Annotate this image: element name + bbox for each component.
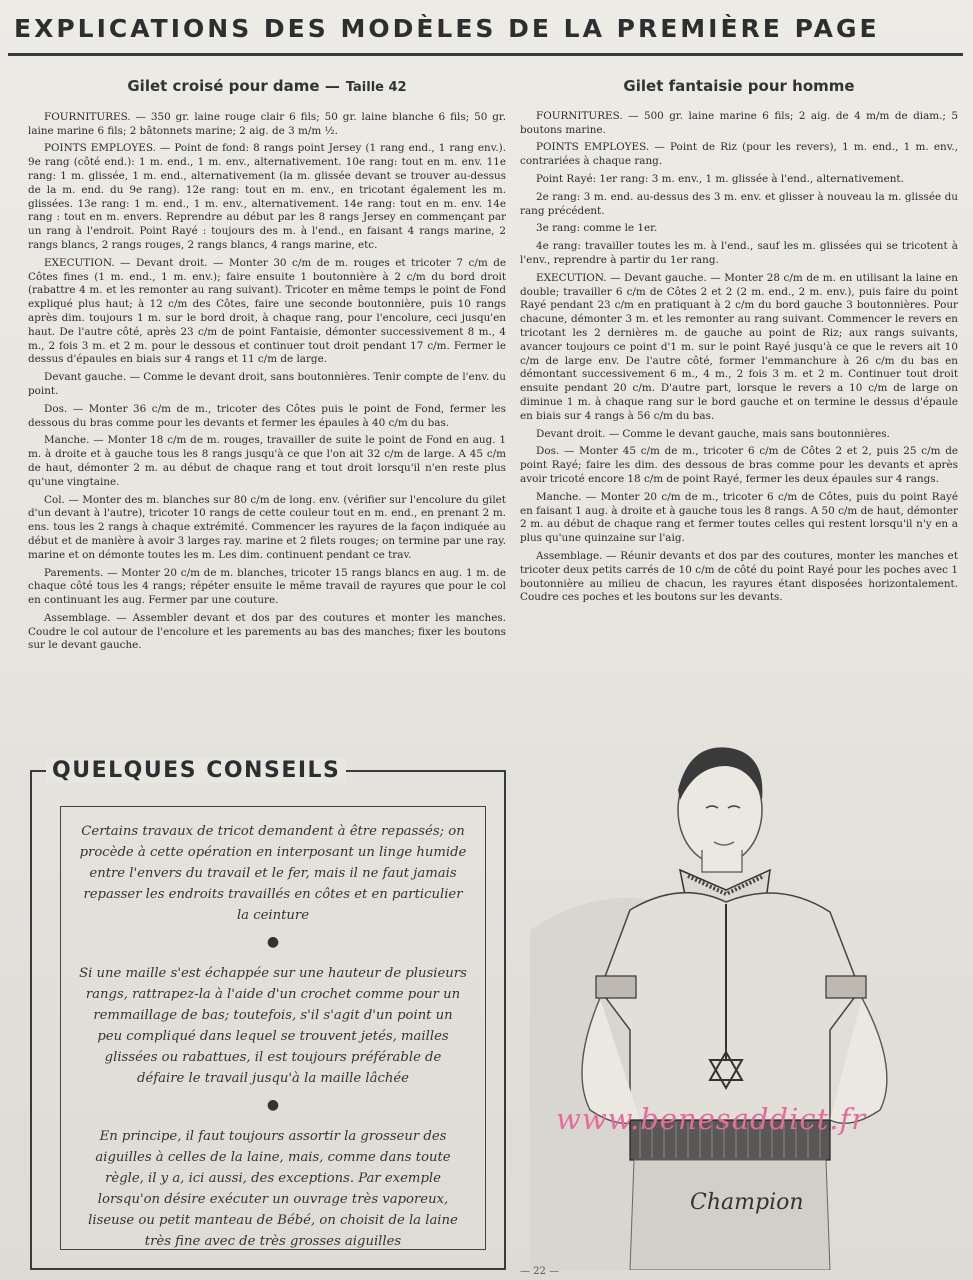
left-fournitures: FOURNITURES. — 350 gr. laine rouge clair 6 fils; 50 gr. laine blanche 6 fils; 50 gr. laine marine 6 fils; 2 bâtonnets marine; 2 aig. de 3 m/m ½.: [28, 110, 506, 137]
left-title-text: Gilet croisé pour dame —: [127, 77, 340, 95]
page-title: EXPLICATIONS DES MODÈLES DE LA PREMIÈRE PAGE: [14, 14, 880, 43]
left-points: POINTS EMPLOYES. — Point de fond: 8 rangs point Jersey (1 rang end., 1 rang env.). 9e rang (côté end.): 1 m. end., 1 m. env., alternativement. 10e rang: tout en m. env. 11e rang: 1 m. glissée, 1 m. end., alternativement (la m. glissée devant se trouver au-dessus de la m. end. du 9e rang). 12e rang: tout en m. env., en tricotant également les m. glissées. 13e rang: 1 m. end., 1 m. env., alternativement. 14e rang: tout en m. env. 14e rang : tout en m. envers. Reprendre au début par les 8 rangs Jersey en commençant par un rang à l'endroit. Point Rayé : toujours des m. à l'end., en faisant 4 rangs marine, 2 rangs blancs, 2 rangs rouges, 2 rangs blancs, 4 rangs marine, etc.: [28, 142, 506, 251]
right-column: [520, 77, 958, 609]
left-parements: Parements. — Monter 20 c/m de m. blanches, tricoter 15 rangs blancs en aug. 1 m. de chaque côté tous les 4 rangs; répéter ensuite le même travail de rayures que pour le col en continuant les aug. Fermer par une couture.: [28, 566, 506, 607]
title-rule: [8, 53, 963, 56]
right-execution: EXECUTION. — Devant gauche. — Monter 28 c/m de m. en utilisant la laine en double; travailler 6 c/m de Côtes 2 et 2 (2 m. end., 2 m. env.), puis faire du point Rayé pendant 23 c/m en pratiquant à 2 c/m du bord gauche 3 boutonnières. Pour chacune, démonter 3 m. et les remonter au rang suivant. Commencer le revers en tricotant les 2 dernières m. de gauche au point de Riz; aux rangs suivants, avancer toujours ce point d'1 m. sur le point Rayé jusqu'à ce que le revers ait 10 c/m de large env. De l'autre côté, former l'emmanchure à 26 c/m du bas en démontant successivement 6 m., 4 m., 2 fois 3 m. et 2 m. Continuer tout droit ensuite pendant 20 c/m. D'autre part, lorsque le revers a 10 c/m de large on diminue 1 m. à chaque rang sur le bord gauche et on termine le dessus d'épaule en biais sur 4 rangs à 56 c/m du bas.: [520, 271, 958, 422]
bullet-icon: ●: [266, 1097, 280, 1113]
conseil-3: En principe, il faut toujours assortir la grosseur des aiguilles à celles de la laine, mais, comme dans toute règle, il y a, ici aussi, des exceptions. Par exemple lorsqu'on désire exécuter un ouvrage très vaporeux, liseuse ou petit manteau de Bébé, on choisit de la laine très fine avec de très grosses aiguilles: [88, 1129, 458, 1249]
conseil-2: Si une maille s'est échappée sur une hauteur de plusieurs rangs, rattrapez-la à l'aide d'un crochet comme pour un remmaillage de bas; toutefois, s'il s'agit d'un point un peu compliqué dans lequel se trouvent jetés, mailles glissées ou rabattues, il est toujours préférable de défaire le travail jusqu'à la maille lâchée: [79, 966, 467, 1086]
right-raye-3: 3e rang: comme le 1er.: [536, 222, 658, 235]
right-column-title: Gilet fantaisie pour homme: [623, 77, 855, 95]
left-manche: Manche. — Monter 18 c/m de m. rouges, travailler de suite le point de Fond en aug. 1 m. à droite et à gauche tous les 8 rangs jusqu'à ce que l'on ait 32 c/m de large. A 45 c/m de haut, démonter 2 m. au début de chaque rang et tout droit lorsqu'il n'en reste plus qu'une vingtaine.: [28, 434, 506, 488]
right-raye-1: Point Rayé: 1er rang: 3 m. env., 1 m. glissée à l'end., alternativement.: [536, 172, 904, 185]
left-assemblage: Assemblage. — Assembler devant et dos par des coutures et monter les manches. Coudre le col autour de l'encolure et les parements au bas des manches; fixer les boutons sur le devant gauche.: [28, 611, 506, 652]
right-fournitures: FOURNITURES. — 500 gr. laine marine 6 fils; 2 aig. de 4 m/m de diam.; 5 boutons marine.: [520, 109, 958, 136]
left-title-size: Taille 42: [345, 80, 407, 95]
left-column: [28, 77, 506, 657]
left-execution: EXECUTION. — Devant droit. — Monter 30 c/m de m. rouges et tricoter 7 c/m de Côtes fines (1 m. end., 1 m. env.); faire ensuite 1 boutonnière à 2 c/m du bord droit (rabattre 4 m. et les remonter au rang suivant). Tricoter en même temps le point de Fond expliqué plus haut; à 12 c/m des Côtes, faire une seconde boutonnière, puis 10 rangs après dim. toujours 1 m. sur le bord droit, à chaque rang, pour l'encolure, ceci jusqu'en haut. De l'autre côté, après 23 c/m de point Fantaisie, démonter successivement 8 m., 4 m., 2 fois 3 m. et 2 m. pour le dessous et continuer tout droit pendant 17 c/m. Fermer le dessus d'épaules en biais sur 4 rangs et 11 c/m de large.: [28, 256, 506, 366]
right-assemblage: Assemblage. — Réunir devants et dos par des coutures, monter les manches et tricoter deux petits carrés de 10 c/m de côté du point Rayé pour les poches avec 1 boutonnière au milieu de chacun, les rayures étant disposées horizontalement. Coudre ces poches et les boutons sur les devants.: [520, 549, 958, 604]
right-points: POINTS EMPLOYES. — Point de Riz (pour les revers), 1 m. end., 1 m. env., contrariées à chaque rang.: [520, 141, 958, 168]
left-devant-gauche: Devant gauche. — Comme le devant droit, sans boutonnières. Tenir compte de l'env. du point.: [28, 371, 506, 397]
watermark-text: www.benesaddict.fr: [556, 1102, 867, 1136]
conseil-1: Certains travaux de tricot demandent à être repassés; on procède à cette opération en interposant un linge humide entre l'envers du travail et le fer, mais il ne faut jamais repasser les endroits travaillés en côtes et en particulier la ceinture: [79, 824, 467, 923]
conseils-title: QUELQUES CONSEILS: [46, 758, 346, 783]
artist-signature: Champion: [690, 1190, 804, 1215]
conseils-inner-box: [60, 806, 486, 1250]
left-col: Col. — Monter des m. blanches sur 80 c/m de long. env. (vérifier sur l'encolure du gilet d'un devant à l'autre), tricoter 10 rangs de cette couleur tout en m. end., en prenant 2 m. ens. tous les 2 rangs à chaque extrémité. Commencer les rayures de la façon indiquée au début et de manière à avoir 3 larges ray. marine et 2 filets rouges; on termine par une ray. marine et on démonte toutes les m. Les dim. continuent pendant ce trav.: [28, 493, 506, 561]
right-raye-4: 4e rang: travailler toutes les m. à l'end., sauf les m. glissées qui se tricotent à l'env., reprendre à partir du 1er rang.: [520, 240, 958, 266]
left-dos: Dos. — Monter 36 c/m de m., tricoter des Côtes puis le point de Fond, fermer les dessous du bras comme pour les devants et fermer les épaules à 40 c/m du bas.: [28, 402, 506, 429]
page-number: — 22 —: [520, 1266, 560, 1277]
right-dos: Dos. — Monter 45 c/m de m., tricoter 6 c/m de Côtes 2 et 2, puis 25 c/m de point Rayé; faire les dim. des dessous de bras comme pour les devants et après avoir tricoté encore 18 c/m de point Rayé, fermer les deux épaules sur 4 rangs.: [520, 445, 958, 485]
right-raye-2: 2e rang: 3 m. end. au-dessus des 3 m. env. et glisser à nouveau la m. glissée du rang précédent.: [520, 190, 958, 217]
man-cardigan-illustration: [530, 730, 950, 1270]
right-manche: Manche. — Monter 20 c/m de m., tricoter 6 c/m de Côtes, puis du point Rayé en faisant 1 aug. à droite et à gauche tous les 8 rangs. A 50 c/m de haut, démonter 2 m. au début de chaque rang et fermer toutes celles qui restent lorsqu'il n'y en a plus qu'une quinzaine sur l'aig.: [520, 490, 958, 545]
bullet-icon: ●: [266, 934, 280, 950]
right-devant-droit: Devant droit. — Comme le devant gauche, mais sans boutonnières.: [536, 427, 890, 440]
left-column-title: [28, 77, 506, 95]
